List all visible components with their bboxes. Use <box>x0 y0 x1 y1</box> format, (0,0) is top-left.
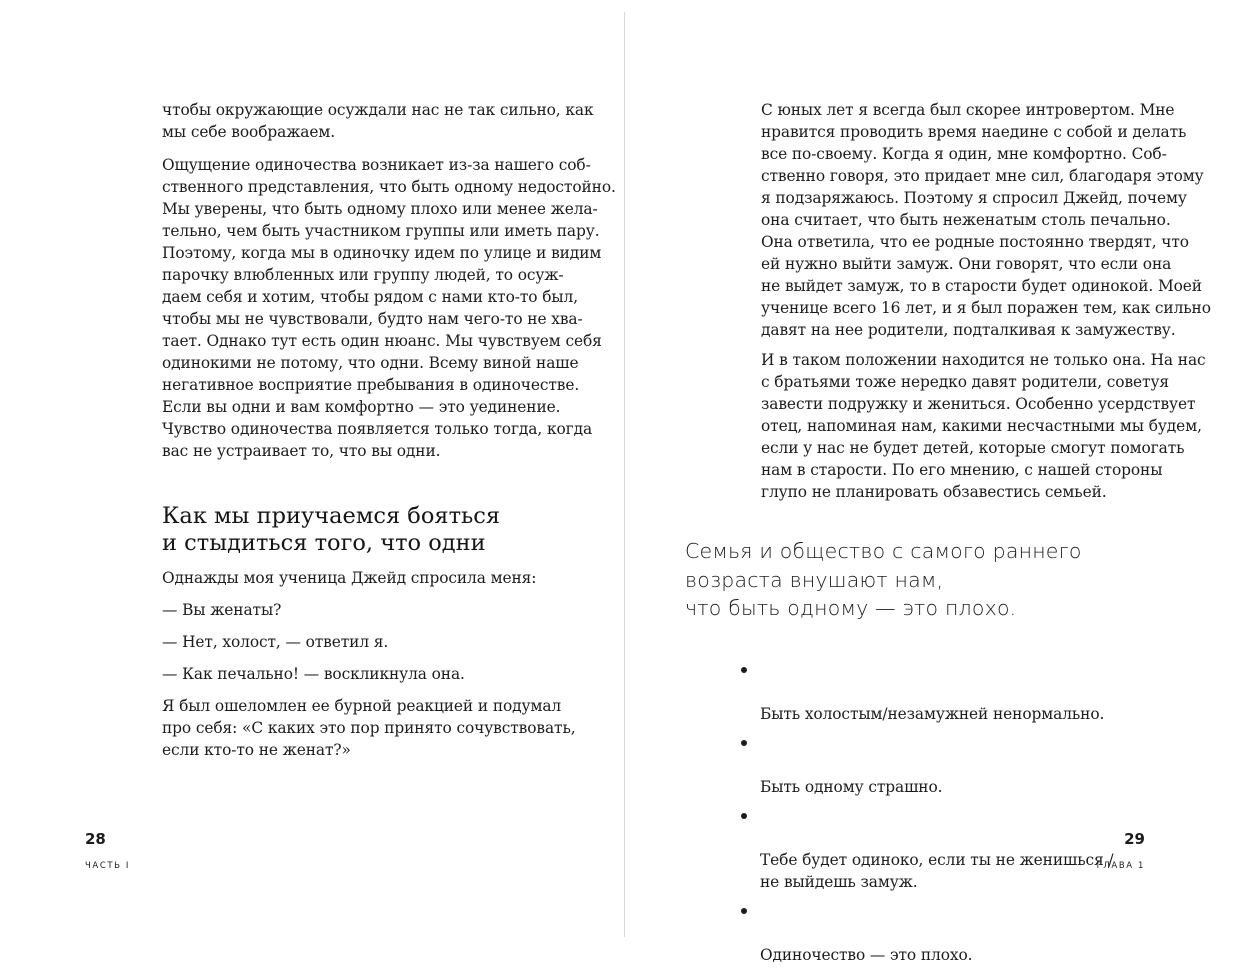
bullet-dot <box>741 667 747 673</box>
list-item-text: Быть холостым/незамужней ненормально. <box>760 705 1105 723</box>
left-paragraph-question-intro: Однажды моя ученица Джейд спросила меня: <box>162 569 537 587</box>
beliefs-bullet-list <box>741 659 1114 973</box>
right-paragraph-parents: И в таком положении находится не только она. На нас с братьями тоже нередко давят родители, советуя завести подружку и жениться. Особенно усердствует отец, напоминая нам, какими несчастными мы будем, если у нас не будет детей, которые смогут помогать нам в старости. По его мнению, с нашей стороны глупо не планировать обзавестись семьей. <box>761 351 1206 501</box>
dialogue-line-2: — Нет, холост, — ответил я. <box>162 633 389 651</box>
list-item <box>741 732 1114 798</box>
right-page <box>625 0 1250 964</box>
list-item <box>741 900 1114 966</box>
left-paragraph-reaction: Я был ошеломлен ее бурной реакцией и подумал про себя: «С каких это пор принято сочувствовать, если кто-то не женат?» <box>162 697 576 759</box>
page-number-right: 29 <box>1124 830 1145 848</box>
bullet-dot <box>741 813 747 819</box>
right-paragraph-introvert: С юных лет я всегда был скорее интровертом. Мне нравится проводить время наедине с собой и делать все по-своему. Когда я один, мне комфортно. Соб- ственно говоря, это придает мне сил, благодаря этому я подзаряжаюсь. Поэтому я спросил Джейд, почему она считает, что быть неженатым столь печально. Она ответила, что ее родные постоянно твердят, что ей нужно выйти замуж. Они говорят, что если она не выйдет замуж, то в старости будет одинокой. Моей ученице всего 16 лет, и я был поражен тем, как сильно давят на нее родители, подталкивая к замужеству. <box>761 101 1211 339</box>
dialogue-line-1: — Вы женаты? <box>162 601 282 619</box>
left-paragraph-loneliness: Ощущение одиночества возникает из-за нашего соб- ственного представления, что быть одному недостойно. Мы уверены, что быть одному плохо или менее жела- тельно, чем быть участником группы или иметь пару. Поэтому, когда мы в одиночку идем по улице и видим парочку влюбленных или группу людей, то осуж- даем себя и хотим, чтобы рядом с нами кто-то был, чтобы мы не чувствовали, будто нам чего-то не хва- тает. Однако тут есть один нюанс. Мы чувствуем себя одинокими не потому, что одни. Всему виной наше негативное восприятие пребывания в одиночестве. Если вы одни и вам комфортно — это уединение. Чувство одиночества появляется только тогда, когда вас не устраивает то, что вы одни. <box>162 156 616 460</box>
section-heading: Как мы приучаемся бояться и стыдиться того, что одни <box>162 503 501 556</box>
dialogue-line-3: — Как печально! — воскликнула она. <box>162 665 465 683</box>
bullet-dot <box>741 740 747 746</box>
pull-quote: Семья и общество с самого раннего возраста внушают нам, что быть одному — это плохо. <box>685 539 1082 620</box>
list-item-text: Тебе будет одиноко, если ты не женишься / не выйдешь замуж. <box>760 851 1114 891</box>
bullet-dot <box>741 908 747 914</box>
list-item <box>741 659 1114 725</box>
running-head-left: ЧАСТЬ I <box>85 861 131 871</box>
left-paragraph-continuation: чтобы окружающие осуждали нас не так сильно, как мы себе воображаем. <box>162 101 594 141</box>
left-page <box>0 0 624 945</box>
list-item <box>741 805 1114 893</box>
list-item-text: Быть одному страшно. <box>760 778 943 796</box>
running-head-right: ГЛАВА 1 <box>1096 861 1145 871</box>
page-number-left: 28 <box>85 830 106 848</box>
list-item-text: Одиночество — это плохо. <box>760 946 973 964</box>
